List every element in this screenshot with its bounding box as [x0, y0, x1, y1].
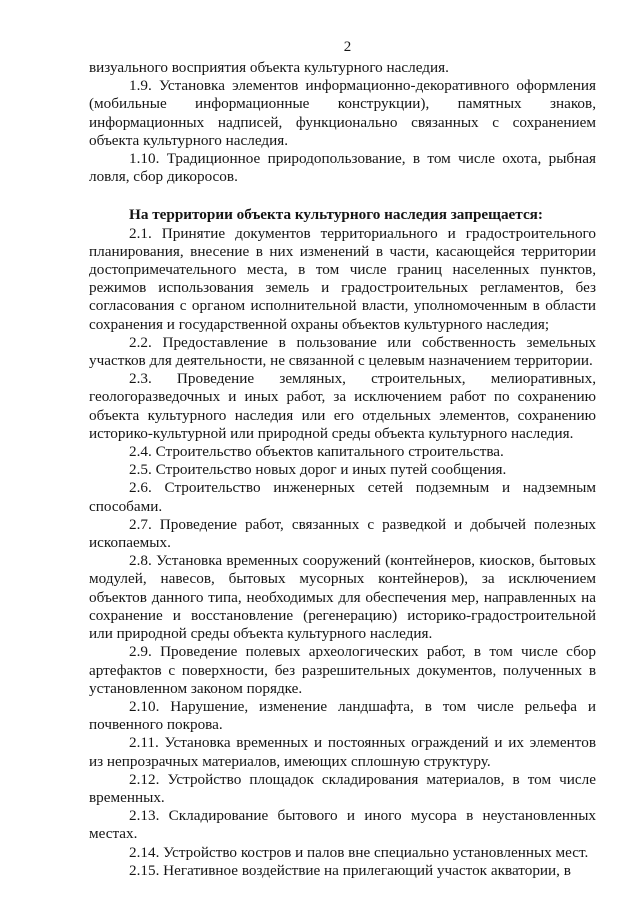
paragraph-continuation: визуального восприятия объекта культурного наследия.: [89, 59, 449, 76]
prohibition-2-15: 2.15. Негативное воздействие на прилегающий участок акватории, в: [129, 861, 571, 879]
prohibition-2-8: 2.8. Установка временных сооружений (контейнеров, киосков, бытовых модулей, навесов, бытовых мусорных контейнеров), за исключением объектов данного типа, необходимых для обеспечения мер, направленных на сохранение и восстановление (регенерацию) историко-градостроительной или природной среды объекта культурного наследия.: [89, 552, 596, 643]
prohibition-2-7: 2.7. Проведение работ, связанных с разведкой и добычей полезных ископаемых.: [89, 515, 596, 552]
prohibition-2-6: 2.6. Строительство инженерных сетей подземным и надземным способами.: [89, 479, 596, 515]
prohibition-2-1: 2.1. Принятие документов территориального и градостроительного планирования, внесение в них изменений в части, касающейся территории достопримечательного места, в том числе границ населенных пунктов, режимов использования земель и градостроительных регламентов, без согласования с органом исполнительной власти, уполномоченным в области сохранения и государственной охраны объектов культурного наследия;: [89, 224, 596, 333]
page-number: 2: [343, 39, 352, 55]
prohibition-2-11: 2.11. Установка временных и постоянных ограждений и их элементов из непрозрачных материалов, имеющих сплошную структуру.: [89, 734, 596, 770]
paragraph-1-10: 1.10. Традиционное природопользование, в том числе охота, рыбная ловля, сбор дикоросов.: [89, 150, 596, 186]
prohibition-2-12: 2.12. Устройство площадок складирования материалов, в том числе временных.: [89, 770, 596, 806]
paragraph-1-9: 1.9. Установка элементов информационно-декоративного оформления (мобильные информационные конструкции), памятных знаков, информационных надписей, функционально связанных с сохранением объекта культурного наследия.: [89, 77, 596, 149]
section-heading: На территории объекта культурного наследия запрещается:: [129, 206, 543, 224]
prohibition-2-3: 2.3. Проведение земляных, строительных, мелиоративных, геологоразведочных и иных работ, за исключением работ по сохранению объекта культурного наследия или его отдельных элементов, сохранению историко-культурной или природной среды объекта культурного наследия.: [89, 370, 596, 442]
prohibition-2-9: 2.9. Проведение полевых археологических работ, в том числе сбор артефактов с поверхности, без разрешительных документов, полученных в установленном законом порядке.: [89, 643, 596, 697]
prohibition-2-4: 2.4. Строительство объектов капитального строительства.: [129, 443, 504, 461]
prohibition-2-14: 2.14. Устройство костров и палов вне специально установленных мест.: [129, 843, 589, 861]
prohibition-2-2: 2.2. Предоставление в пользование или собственность земельных участков для деятельности, не связанной с целевым назначением территории.: [89, 333, 596, 370]
prohibition-2-13: 2.13. Складирование бытового и иного мусора в неустановленных местах.: [89, 807, 596, 843]
prohibition-2-5: 2.5. Строительство новых дорог и иных путей сообщения.: [129, 461, 507, 479]
prohibition-2-10: 2.10. Нарушение, изменение ландшафта, в том числе рельефа и почвенного покрова.: [89, 697, 596, 734]
